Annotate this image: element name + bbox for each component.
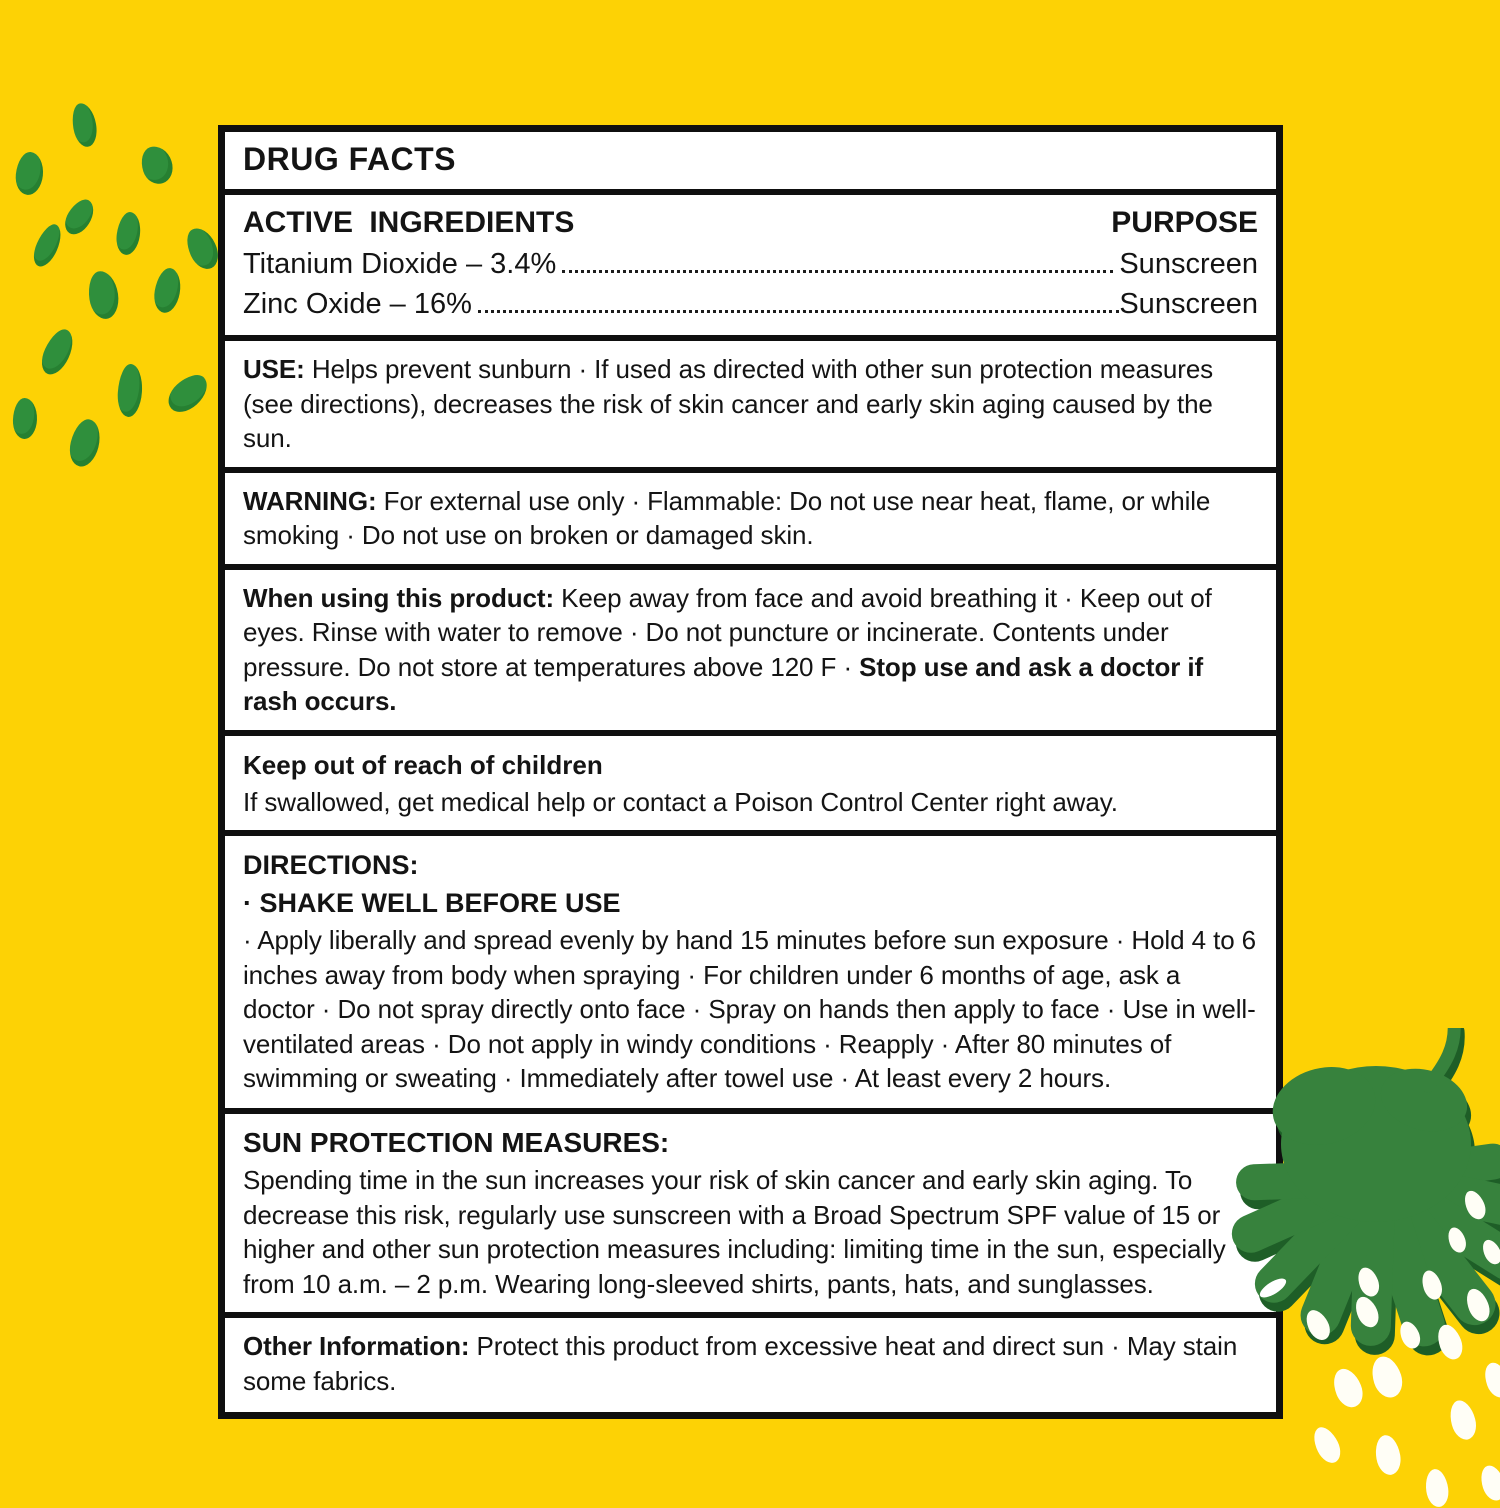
directions-heading: DIRECTIONS: [243, 850, 419, 880]
warning-paragraph [243, 484, 1258, 553]
sun-protection-section [225, 1108, 1276, 1312]
drug-facts-label [218, 125, 1283, 1419]
other-information-text: Protect this product from excessive heat and direct sun · May stain some fabrics. [243, 1331, 1238, 1396]
keep-out-heading: Keep out of reach of children [243, 749, 603, 780]
green-dot [181, 223, 224, 273]
warning-section [225, 467, 1276, 564]
directions-subheading: · SHAKE WELL BEFORE USE [243, 888, 621, 918]
use-label: USE: [243, 354, 305, 384]
green-dot [85, 269, 120, 321]
dotted-leader [478, 310, 1119, 313]
green-dot [28, 220, 65, 270]
active-ingredients-section [225, 189, 1276, 335]
active-ingredients-heading: ACTIVE INGREDIENTS [243, 206, 575, 239]
use-paragraph [243, 352, 1258, 456]
directions-section [225, 830, 1276, 1108]
active-ingredients-heading-row [243, 206, 1258, 240]
warning-label: WARNING: [243, 485, 377, 516]
green-dot [116, 363, 144, 418]
green-dot [69, 101, 99, 148]
green-dot [151, 266, 183, 315]
green-dot [137, 142, 177, 187]
sun-protection-heading: SUN PROTECTION MEASURES: [243, 1127, 670, 1158]
warning-text: For external use only · Flammable: Do not use near heat, flame, or while smoking · Do not use on broken or damaged skin. [243, 485, 1211, 550]
green-dot [12, 397, 37, 439]
when-using-bold-tail: Stop use and ask a doctor if rash occurs. [243, 651, 1204, 716]
other-information-section [225, 1312, 1276, 1412]
use-text: Helps prevent sunburn · If used as directed with other sun protection measures (see directions), decreases the risk of skin cancer and early skin aging caused by the sun. [243, 354, 1214, 453]
dotted-leader [562, 270, 1113, 273]
ingredient-purpose: Sunscreen [1119, 288, 1258, 320]
ingredient-row [243, 244, 1258, 284]
drug-facts-header [225, 132, 1276, 189]
directions-text: · Apply liberally and spread evenly by hand 15 minutes before sun exposure · Hold 4 to 6 inches away from body when spraying · For children under 6 months of age, ask a doctor · Do not spray directly onto face · Spray on hands then apply to face · Use in well-ventilated areas · Do not apply in windy conditions · Reapply · After 80 minutes of swimming or sweating · Immediately after towel use · At least every 2 hours. [243, 925, 1257, 1093]
white-dot [1446, 1398, 1480, 1443]
green-dot [36, 325, 79, 379]
green-dot [66, 416, 105, 469]
when-using-section [225, 564, 1276, 730]
white-dot [1477, 1462, 1500, 1503]
green-dot [59, 195, 99, 239]
white-dot [1373, 1433, 1404, 1477]
when-using-label: When using this product: [243, 582, 555, 613]
when-using-text: Keep away from face and avoid breathing it · Keep out of eyes. Rinse with water to remove · Do not puncture or incinerate. Contents under pressure. Do not store at temperatures above 120 F · [243, 582, 1212, 682]
other-information-label: Other Information: [243, 1331, 470, 1361]
ingredient-name: Titanium Dioxide – 3.4% [243, 248, 557, 280]
sun-protection-text: Spending time in the sun increases your risk of skin cancer and early skin aging. To decrease this risk, regularly use sunscreen with a Broad Spectrum SPF value of 15 or higher and other sun protection measures including: limiting time in the sun, especially from 10 a.m. – 2 p.m. Wearing long-sleeved shirts, pants, hats, and sunglasses. [243, 1165, 1226, 1299]
keep-out-text: If swallowed, get medical help or contact a Poison Control Center right away. [243, 786, 1118, 817]
label-title: DRUG FACTS [243, 141, 456, 177]
keep-out-of-reach-section [225, 730, 1276, 831]
ingredient-purpose: Sunscreen [1119, 248, 1258, 280]
green-dot [114, 210, 143, 256]
green-dot [13, 150, 44, 196]
white-dot [1309, 1423, 1345, 1467]
purpose-heading: PURPOSE [1111, 206, 1258, 239]
other-information-paragraph [243, 1329, 1258, 1398]
ingredient-name: Zinc Oxide – 16% [243, 288, 472, 320]
white-dot [1423, 1468, 1450, 1508]
use-section [225, 335, 1276, 467]
when-using-paragraph [243, 581, 1258, 719]
ingredient-row [243, 284, 1258, 324]
green-dot [162, 368, 214, 419]
